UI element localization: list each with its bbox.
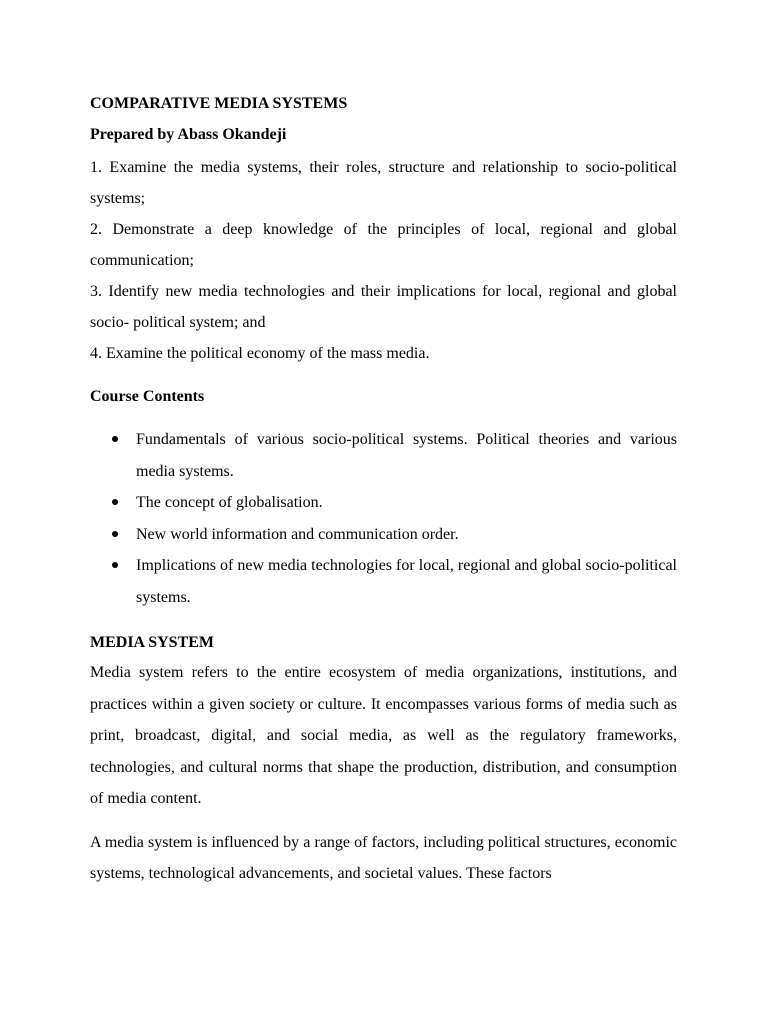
bullet-icon — [112, 499, 118, 505]
document-page — [90, 90, 677, 890]
objective-item: 3. Identify new media technologies and their implications for local, regional and global socio- political system; and — [90, 283, 677, 331]
course-contents-heading: Course Contents — [90, 388, 205, 405]
course-content-text: Implications of new media technologies for local, regional and global socio-political systems. — [136, 557, 677, 606]
bullet-icon — [112, 436, 118, 442]
media-system-heading: MEDIA SYSTEM — [90, 634, 215, 651]
course-content-text: The concept of globalisation. — [136, 494, 323, 511]
course-content-text: New world information and communication order. — [136, 525, 459, 543]
body-paragraph: A media system is influenced by a range of factors, including political structures, economic systems, technological advancements, and societal values. These factors — [90, 833, 677, 882]
bullet-icon — [112, 531, 118, 537]
course-content-item — [136, 487, 677, 519]
document-title: COMPARATIVE MEDIA SYSTEMS — [90, 95, 348, 112]
body-paragraph: Media system refers to the entire ecosystem of media organizations, institutions, and practices within a given society or culture. It encompasses various forms of media such as print, broadcast, digital, and social media, as well as the regulatory frameworks, technologies, and cultural norms that shape the production, distribution, and consumption of media content. — [90, 664, 677, 807]
objective-item: 4. Examine the political economy of the mass media. — [90, 345, 430, 362]
course-content-item — [136, 519, 677, 551]
objectives-list — [90, 152, 677, 369]
objective-item: 2. Demonstrate a deep knowledge of the principles of local, regional and global communication; — [90, 221, 677, 269]
bullet-icon — [112, 562, 118, 568]
author-line: Prepared by Abass Okandeji — [90, 126, 287, 143]
objective-item: 1. Examine the media systems, their roles, structure and relationship to socio-political systems; — [90, 159, 677, 207]
course-contents-list — [90, 424, 677, 613]
course-content-text: Fundamentals of various socio-political systems. Political theories and various media systems. — [136, 431, 677, 480]
course-content-item — [136, 424, 677, 487]
course-content-item — [136, 550, 677, 613]
